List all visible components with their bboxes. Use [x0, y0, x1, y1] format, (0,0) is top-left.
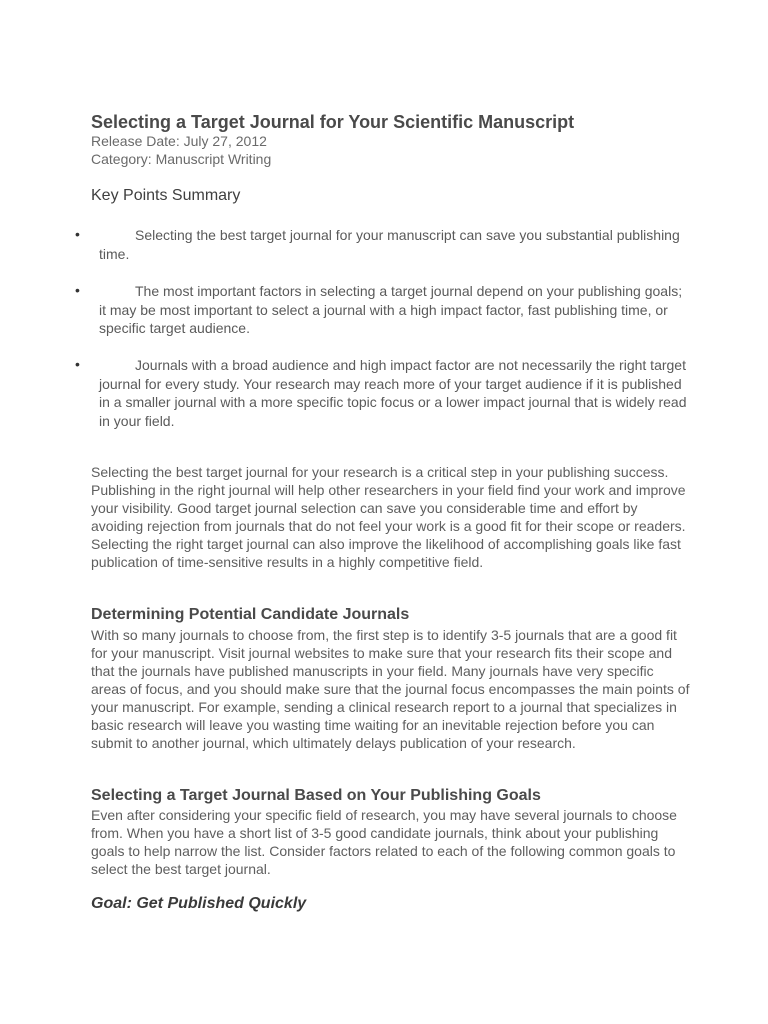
- bullet-marker: •: [75, 226, 80, 242]
- bullet-marker: •: [75, 356, 80, 372]
- key-point-item: [99, 282, 689, 338]
- intro-paragraph: Selecting the best target journal for your research is a critical step in your publishing success. Publishing in the right journal will help other researchers in your field find your work and improve your visibility. Good target journal selection can save you considerable time and effort by avoiding rejection from journals that do not feel your work is a good fit for their scope or readers. Selecting the right target journal can also improve the likelihood of accomplishing goals like fast publication of time-sensitive results in a highly competitive field.: [91, 464, 686, 570]
- bullet-marker: •: [75, 282, 80, 298]
- section-paragraph-candidate-journals: With so many journals to choose from, the first step is to identify 3-5 journals that are a good fit for your manuscript. Visit journal websites to make sure that your research fits their scope and that the journals have published manuscripts in your field. Many journals have very specific areas of focus, and you should make sure that the journal focus encompasses the main points of your manuscript. For example, sending a clinical research report to a journal that specializes in basic research will leave you wasting time waiting for an inevitable rejection before you can submit to another journal, which ultimately delays publication of your research.: [91, 627, 690, 751]
- key-point-text: The most important factors in selecting a target journal depend on your publishing goals; it may be most important to select a journal with a high impact factor, fast publishing time, or specific target audience.: [99, 283, 683, 336]
- key-point-item: [99, 226, 689, 263]
- key-point-item: [99, 356, 689, 430]
- key-point-text: Journals with a broad audience and high impact factor are not necessarily the right target journal for every study. Your research may reach more of your target audience if it is published in a smaller journal with a more specific topic focus or a lower impact journal that is widely read in your field.: [99, 357, 687, 429]
- release-date: Release Date: July 27, 2012: [91, 133, 267, 149]
- key-points-heading: Key Points Summary: [91, 187, 241, 204]
- subsection-heading-published-quickly: Goal: Get Published Quickly: [91, 895, 307, 912]
- section-paragraph-publishing-goals: Even after considering your specific field of research, you may have several journals to choose from. When you have a short list of 3-5 good candidate journals, think about your publishing goals to help narrow the list. Consider factors related to each of the following common goals to select the best target journal.: [91, 807, 677, 877]
- page-title: Selecting a Target Journal for Your Scientific Manuscript: [91, 112, 575, 132]
- section-heading-publishing-goals: Selecting a Target Journal Based on Your Publishing Goals: [91, 787, 541, 804]
- category: Category: Manuscript Writing: [91, 151, 272, 167]
- section-heading-candidate-journals: Determining Potential Candidate Journals: [91, 606, 410, 623]
- key-point-text: Selecting the best target journal for your manuscript can save you substantial publishing time.: [99, 227, 680, 262]
